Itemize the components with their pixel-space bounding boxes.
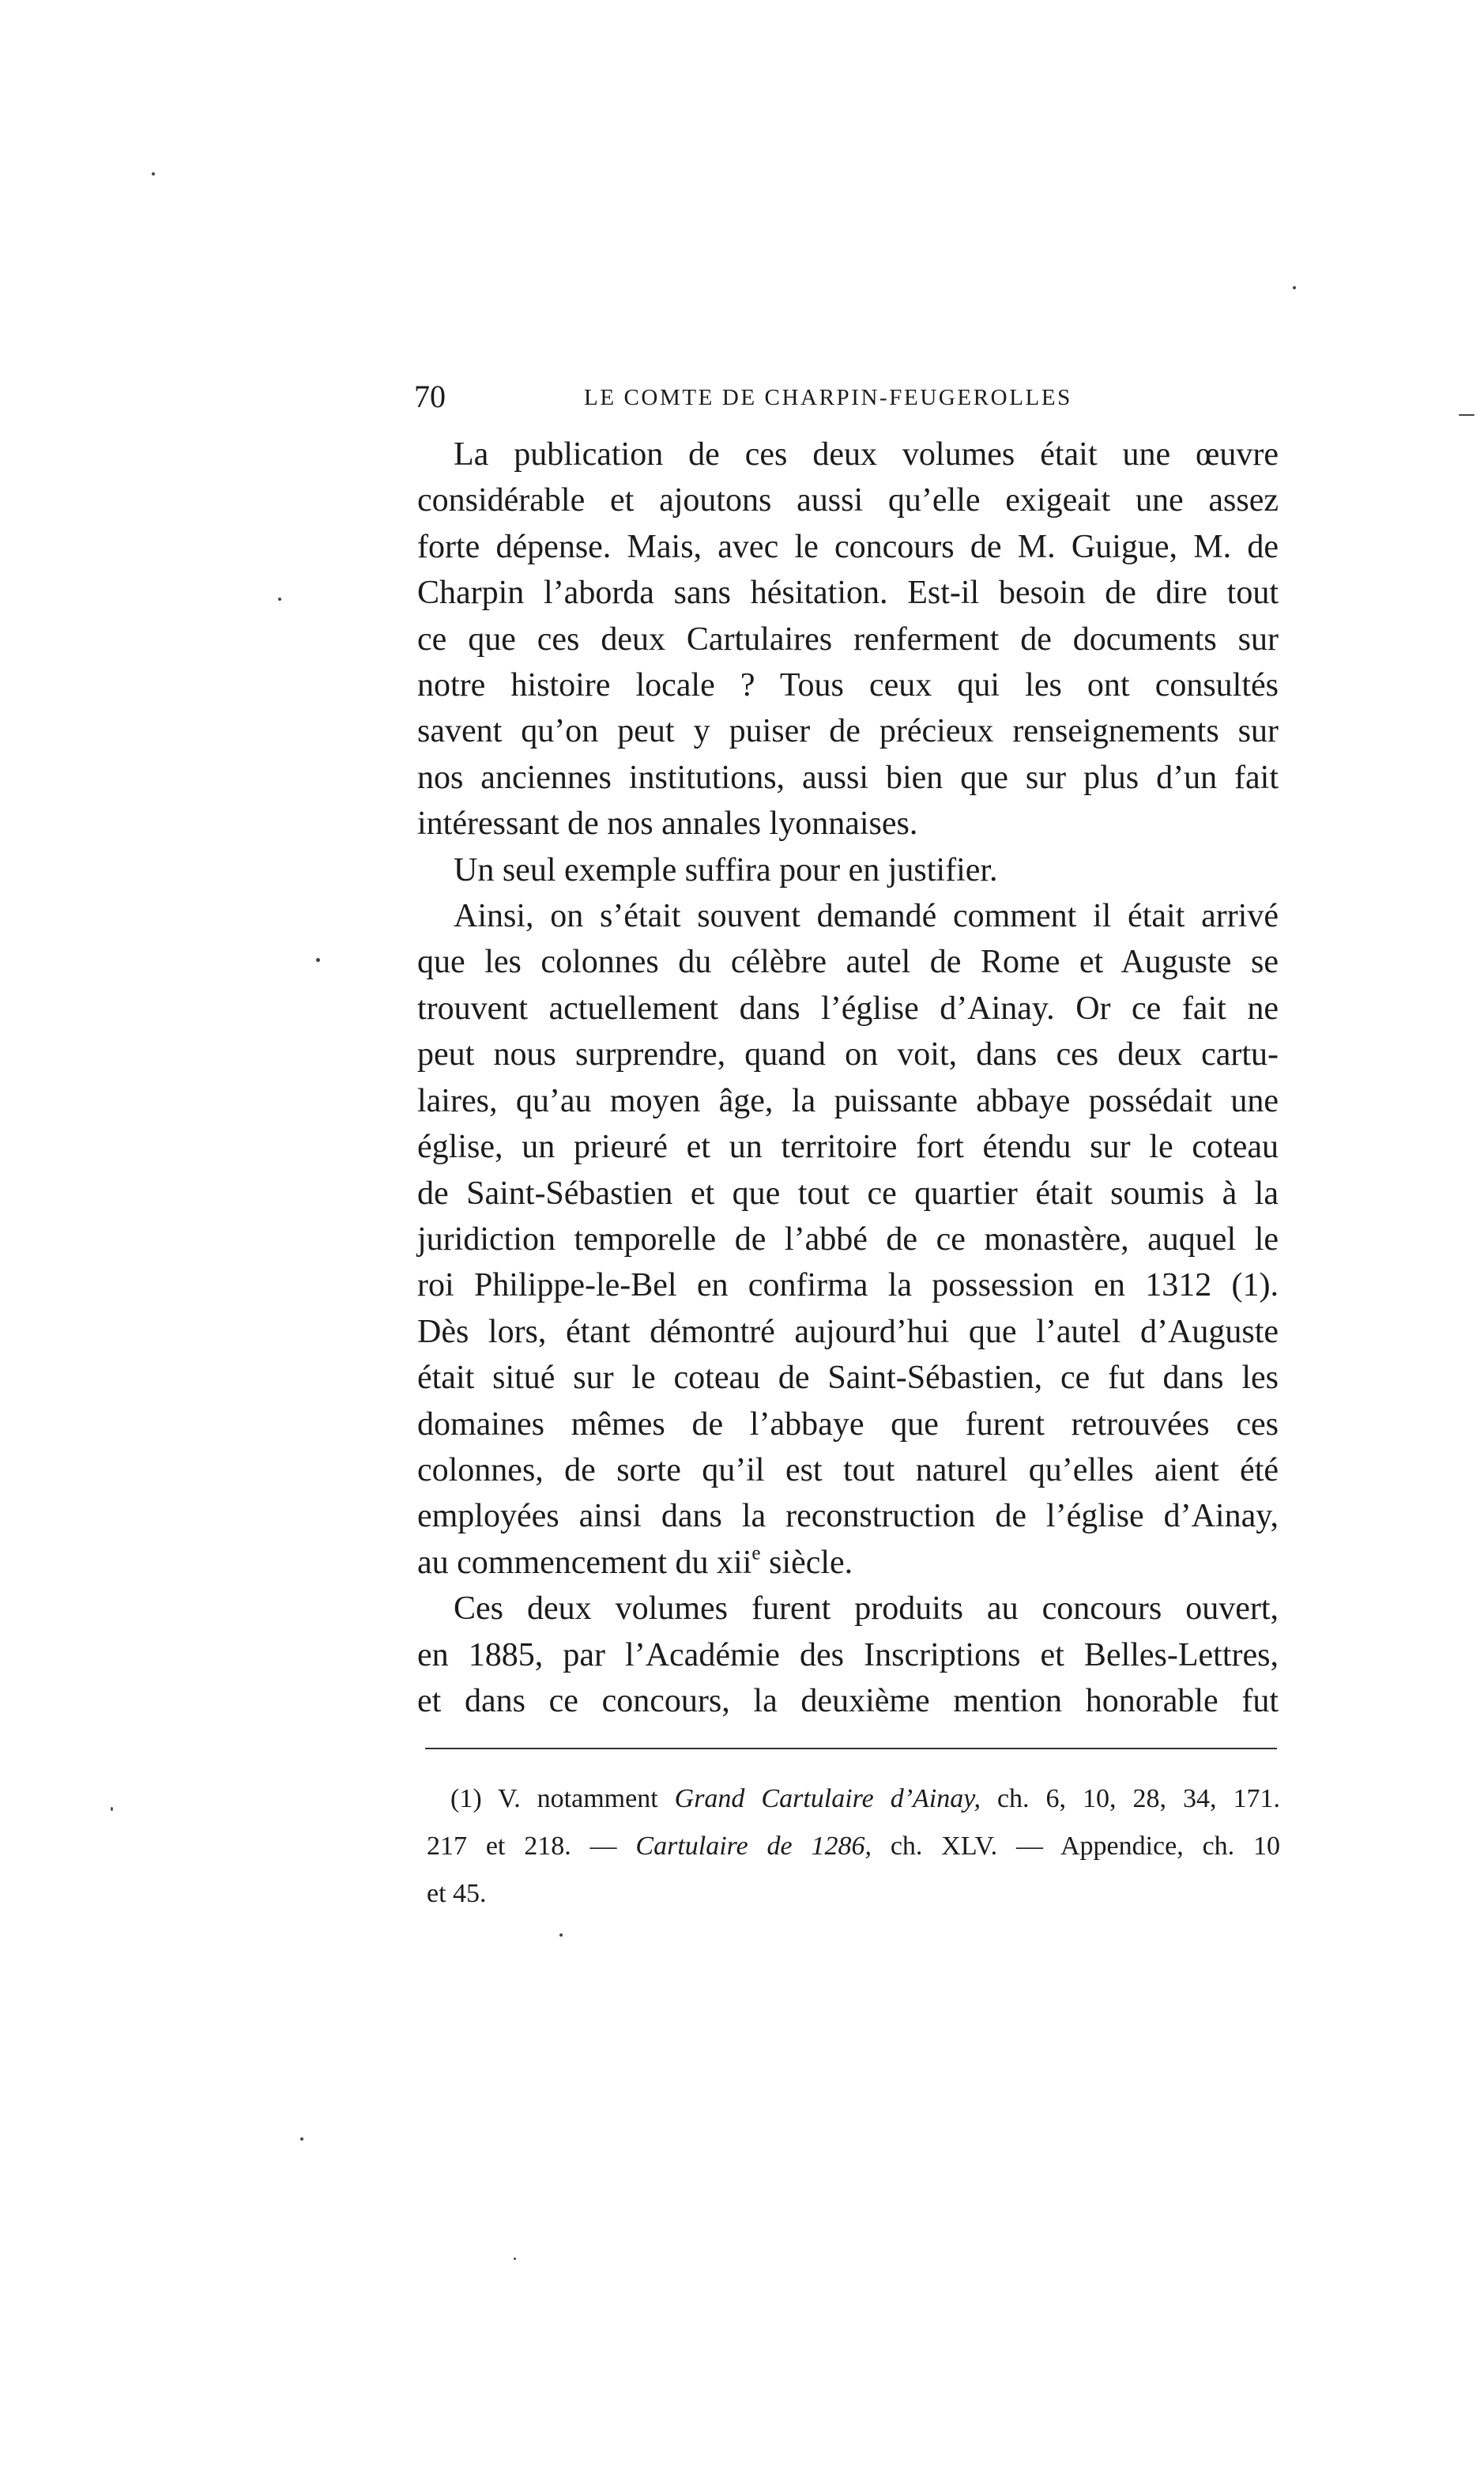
- text-line: domaines mêmes de l’abbaye que furent retrouvées ces: [417, 1405, 1279, 1443]
- text-line: savent qu’on peut y puiser de précieux renseignements sur: [417, 713, 1279, 750]
- text-line: juridiction temporelle de l’abbé de ce monastère, auquel le: [417, 1220, 1279, 1258]
- text-line: Ces deux volumes furent produits au concours ouvert,: [454, 1590, 1279, 1628]
- footnote-line: [427, 1775, 1280, 1823]
- scan-speck: [152, 172, 155, 175]
- text-line: Dès lors, étant démontré aujourd’hui que l’autel d’Auguste: [417, 1313, 1279, 1350]
- scan-speck: [111, 1807, 113, 1811]
- century-suffix: siècle.: [760, 1544, 853, 1581]
- footnote-line: et 45.: [427, 1879, 487, 1908]
- text-line: Ainsi, on s’était souvent demandé comment il était arrivé: [454, 898, 1279, 935]
- text-line: ce que ces deux Cartulaires renferment de documents sur: [417, 621, 1279, 658]
- text-line: était situé sur le coteau de Saint-Sébastien, ce fut dans les: [417, 1360, 1279, 1397]
- footnote-text: ch. 6, 10, 28, 34, 171.: [980, 1784, 1280, 1813]
- footnote-text: (1) V. notamment: [450, 1784, 675, 1813]
- text-line: considérable et ajoutons aussi qu’elle exigeait une assez: [417, 482, 1279, 519]
- text-line: en 1885, par l’Académie des Inscriptions et Belles-Lettres,: [417, 1636, 1279, 1673]
- page-number: 70: [414, 379, 446, 414]
- footnote-text: ch. XLV. — Appendice, ch. 10: [872, 1831, 1280, 1861]
- footnote: [427, 1775, 1280, 1918]
- text-line: peut nous surprendre, quand on voit, dans ces deux cartu-: [417, 1036, 1279, 1073]
- page-header: [414, 373, 1204, 421]
- text-line: La publication de ces deux volumes était une œuvre: [454, 436, 1279, 473]
- text-line: trouvent actuellement dans l’église d’Ainay. Or ce fait ne: [417, 990, 1279, 1027]
- text-line: de Saint-Sébastien et que tout ce quartier était soumis à la: [417, 1175, 1279, 1212]
- text-line: nos anciennes institutions, aussi bien que sur plus d’un fait: [417, 759, 1279, 796]
- text-line: et dans ce concours, la deuxième mention honorable fut: [417, 1682, 1279, 1719]
- text-line: que les colonnes du célèbre autel de Rome et Auguste se: [417, 944, 1279, 981]
- text-line: employées ainsi dans la reconstruction de l’église d’Ainay,: [417, 1498, 1279, 1535]
- text-line: laires, qu’au moyen âge, la puissante abbaye possédait une: [417, 1082, 1279, 1119]
- scan-speck: [559, 1933, 563, 1937]
- scan-speck: [278, 598, 281, 601]
- footnote-title: Grand Cartulaire d’Ainay,: [674, 1784, 981, 1813]
- footnote-text: 217 et 218. —: [427, 1831, 636, 1861]
- footnote-line: [427, 1823, 1280, 1870]
- footnote-rule: [425, 1748, 1277, 1749]
- running-head: LE COMTE DE CHARPIN-FEUGEROLLES: [584, 385, 1072, 410]
- century-text: au commencement du xii: [417, 1544, 752, 1581]
- text-line: Charpin l’aborda sans hésitation. Est-il besoin de dire tout: [417, 575, 1279, 612]
- scan-speck: [316, 958, 320, 962]
- text-line: [417, 1540, 1279, 1586]
- text-line: roi Philippe-le-Bel en confirma la possession en 1312 (1).: [417, 1267, 1279, 1304]
- text-line: colonnes, de sorte qu’il est tout naturel qu’elles aient été: [417, 1451, 1279, 1488]
- scan-speck: [300, 2137, 303, 2141]
- scan-speck: [1293, 286, 1296, 289]
- text-line: intéressant de nos annales lyonnaises.: [417, 805, 918, 843]
- superscript-e: e: [751, 1542, 761, 1564]
- text-line: Un seul exemple suffira pour en justifier.: [454, 851, 998, 888]
- text-line: église, un prieuré et un territoire fort étendu sur le coteau: [417, 1129, 1279, 1166]
- text-line: notre histoire locale ? Tous ceux qui les ont consultés: [417, 667, 1279, 704]
- text-line: forte dépense. Mais, avec le concours de M. Guigue, M. de: [417, 528, 1279, 565]
- scan-speck: [1459, 414, 1475, 416]
- body-text: [417, 432, 1279, 1724]
- scan-speck: [514, 2258, 516, 2260]
- footnote-title: Cartulaire de 1286,: [635, 1831, 872, 1861]
